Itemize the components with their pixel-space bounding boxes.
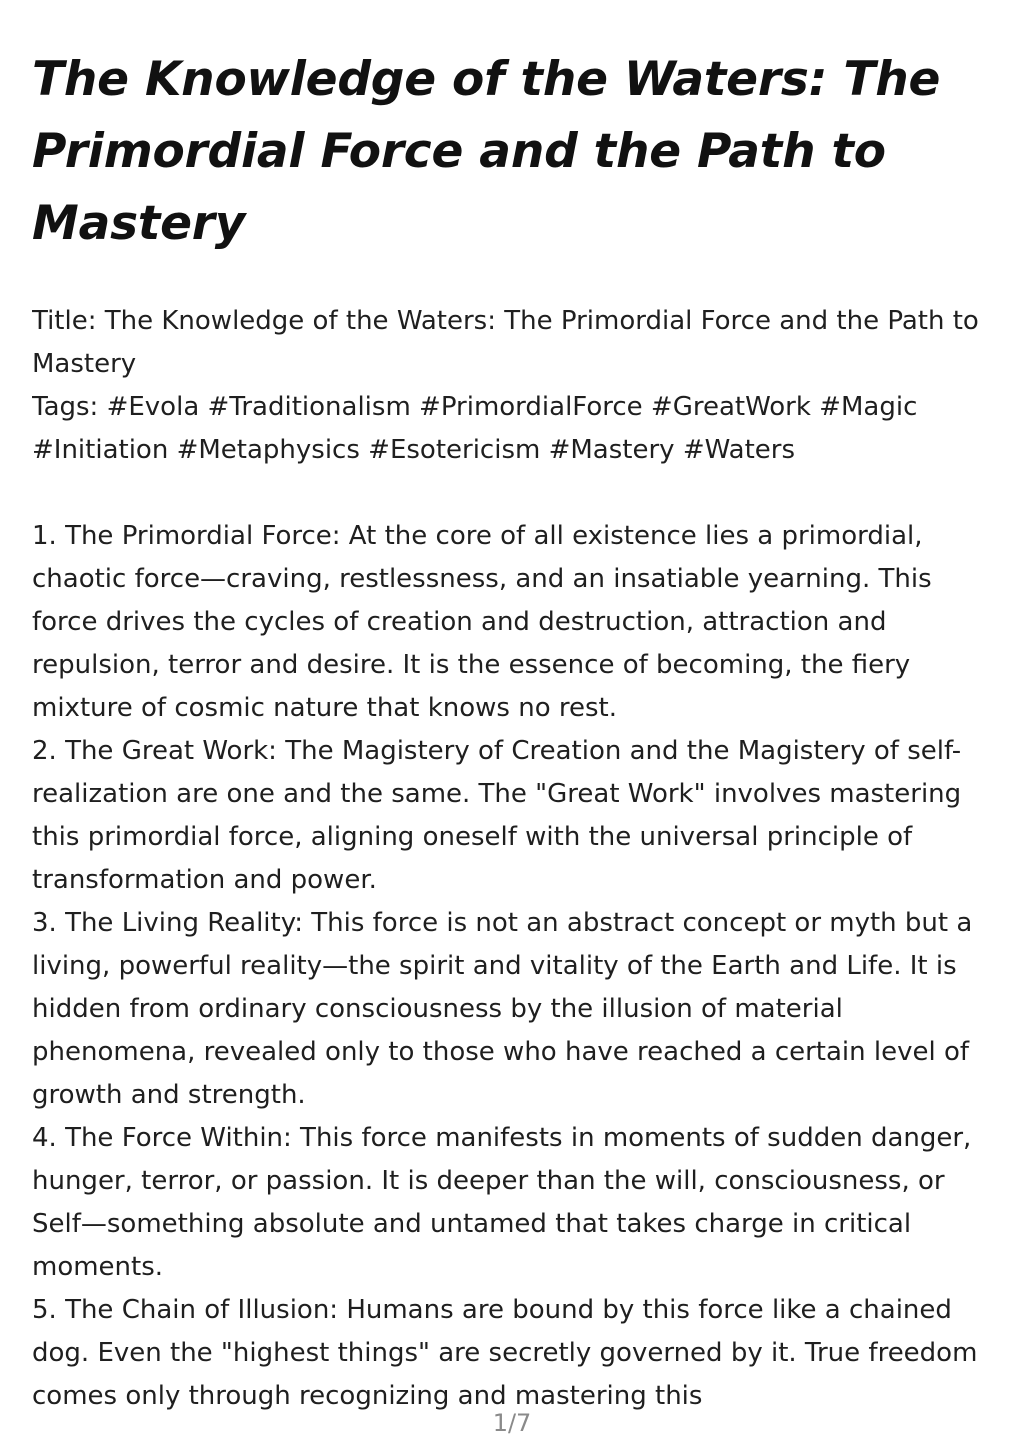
document-heading: The Knowledge of the Waters: The Primordial Force and the Path to Mastery [32, 52, 941, 251]
list-item-primordial-force: 1. The Primordial Force: At the core of all existence lies a primordial, chaotic force—craving, restlessness, and an insatiable yearning. This force drives the cycles of creation and destruction, attraction and repulsion, terror and desire. It is the essence of becoming, the fiery mixture of cosmic nature that knows no rest. [32, 521, 932, 723]
title-line: Title: The Knowledge of the Waters: The Primordial Force and the Path to Mastery [32, 306, 979, 379]
page-indicator: 1/7 [492, 1409, 532, 1437]
list-item-force-within: 4. The Force Within: This force manifests in moments of sudden danger, hunger, terror, or passion. It is deeper than the will, consciousness, or Self—something absolute and untamed that takes charge in critical moments. [32, 1123, 972, 1282]
list-item-living-reality: 3. The Living Reality: This force is not an abstract concept or myth but a living, powerful reality—the spirit and vitality of the Earth and Life. It is hidden from ordinary consciousness by the illusion of material phenomena, revealed only to those who have reached a certain level of growth and strength. [32, 908, 973, 1110]
list-item-chain-of-illusion: 5. The Chain of Illusion: Humans are bound by this force like a chained dog. Even the "highest things" are secretly governed by it. True freedom comes only through recognizing and mastering this [32, 1295, 978, 1411]
paragraph-spacer [32, 472, 992, 515]
document-body [32, 300, 992, 1414]
list-item-great-work: 2. The Great Work: The Magistery of Creation and the Magistery of self-realization are one and the same. The "Great Work" involves mastering this primordial force, aligning oneself with the universal principle of transformation and power. [32, 736, 962, 895]
document-page [32, 44, 992, 1414]
tags-line: Tags: #Evola #Traditionalism #PrimordialForce #GreatWork #Magic #Initiation #Metaphysics #Esotericism #Mastery #Waters [32, 392, 918, 465]
